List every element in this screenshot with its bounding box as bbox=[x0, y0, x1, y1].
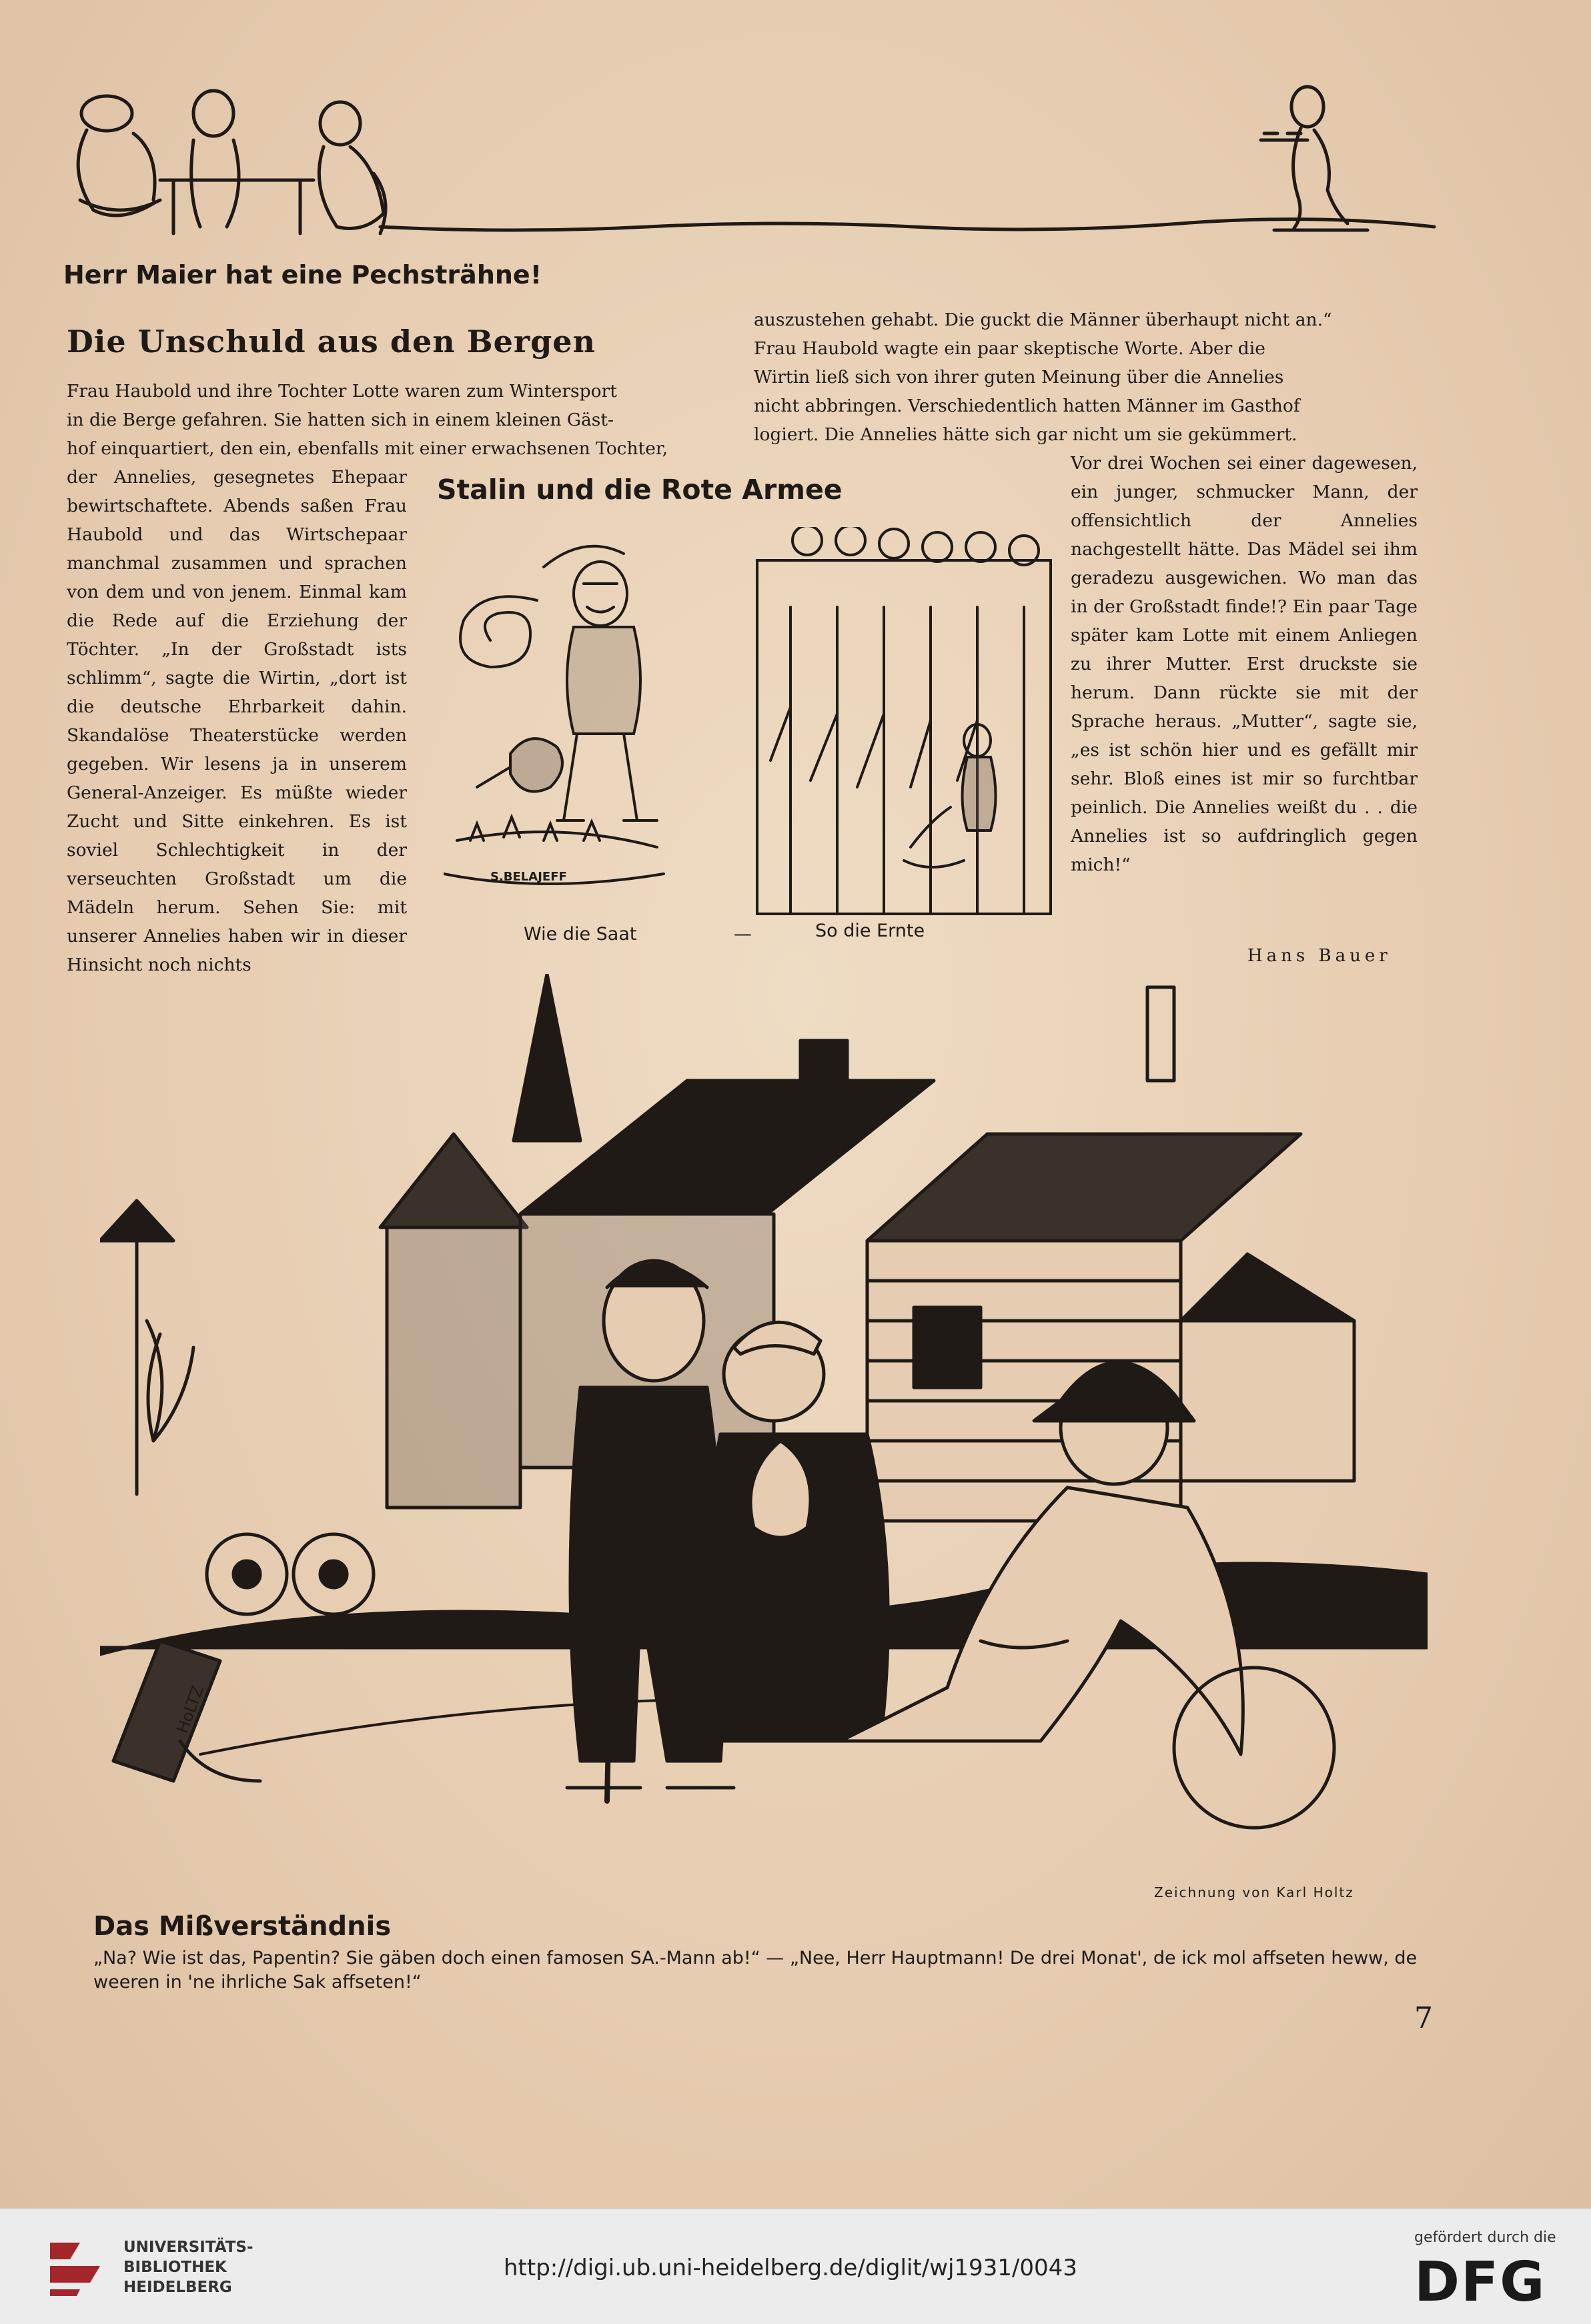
text-paragraph: der Annelies, gesegnetes Ehepaar bewirtschaftete. Abends saßen Frau Haubold und das Wirtschepaar manchmal zusammen und sprachen von dem und von jenem. Einmal kam die Rede auf die Erziehung der Töchter. „In der Großstadt ists schlimm“, sagte die Wirtin, „dort ist die deutsche Ehrbarkeit dahin. Skandalöse Theaterstücke werden gegeben. Wir lesens ja in unserem General-Anzeiger. Es müßte wieder Zucht und Sitte einkehren. Es ist soviel Schlechtigkeit in der verseuchten Großstadt um die Mädeln herum. Sehen Sie: mit unserer Annelies haben wir in dieser Hinsicht noch nichts bbox=[67, 467, 407, 975]
story-title: Die Unschuld aus den Bergen bbox=[67, 324, 596, 360]
story-col2-body bbox=[1071, 449, 1418, 879]
permalink-url[interactable]: http://digi.ub.uni-heidelberg.de/diglit/wj1931/0043 bbox=[504, 2255, 1077, 2281]
story-author: Hans Bauer bbox=[1247, 946, 1392, 966]
text-line: nicht abbringen. Verschiedentlich hatten Männer im Gasthof bbox=[754, 396, 1300, 416]
story-col2-intro bbox=[754, 306, 1421, 449]
small-cartoon-caption-left: Wie die Saat bbox=[524, 924, 637, 945]
stalin-cartoon-illustration bbox=[444, 527, 1057, 927]
funding-label: gefördert durch die bbox=[1414, 2229, 1556, 2246]
text-line: in die Berge gefahren. Sie hatten sich in einem kleinen Gäst- bbox=[67, 410, 614, 430]
text-line: Frau Haubold und ihre Tochter Lotte waren zum Wintersport bbox=[67, 381, 617, 402]
cartoon-signature: S.BELAJEFF bbox=[490, 870, 567, 884]
header-vignette-illustration bbox=[60, 67, 1441, 240]
text-line: Frau Haubold wagte ein paar skeptische Worte. Aber die bbox=[754, 338, 1265, 359]
text-line: logiert. Die Annelies hätte sich gar nicht um sie gekümmert. bbox=[754, 424, 1297, 445]
text-paragraph: Vor drei Wochen sei einer dagewesen, ein junger, schmucker Mann, der offensichtlich der Annelies nachgestellt hätte. Das Mädel sei ihm geradezu ausgewichen. Wo man das in der Großstadt finde!? Ein paar Tage später kam Lotte mit einem Anliegen zu ihrer Mutter. Erst druckste sie herum. Dann rückte sie mit der Sprache heraus. „Mutter“, sagte sie, „es ist schön hier und es gefällt mir sehr. Bloß eines ist mir so furchtbar peinlich. Die Annelies weißt du . . die Annelies ist so aufdringlich gegen mich!“ bbox=[1071, 453, 1418, 875]
dfg-logo: DFG bbox=[1414, 2251, 1546, 2314]
library-name-line: UNIVERSITÄTS- bbox=[123, 2239, 253, 2256]
village-cartoon-illustration bbox=[100, 974, 1428, 1888]
text-line: auszustehen gehabt. Die guckt die Männer überhaupt nicht an.“ bbox=[754, 310, 1332, 330]
headline: Herr Maier hat eine Pechsträhne! bbox=[63, 260, 542, 289]
digitization-footer bbox=[0, 2208, 1591, 2324]
cartoon-caption-title: Das Mißverständnis bbox=[93, 1911, 392, 1942]
page-number: 7 bbox=[1414, 2001, 1433, 2035]
small-cartoon-caption-dash: — bbox=[734, 924, 752, 945]
story-col1-intro bbox=[67, 377, 734, 463]
cartoon-caption-text: „Na? Wie ist das, Papentin? Sie gäben doch einen famosen SA.-Mann ab!“ — „Nee, Herr Hauptmann! De drei Monat', de ick mol affseten heww, de weeren in 'ne ihrliche Sak affseten!“ bbox=[93, 1948, 1418, 1992]
library-logo-icon bbox=[40, 2236, 113, 2299]
text-line: hof einquartiert, den ein, ebenfalls mit einer erwachsenen Tochter, bbox=[67, 438, 668, 459]
library-name bbox=[123, 2237, 253, 2297]
small-cartoon-title: Stalin und die Rote Armee bbox=[437, 474, 843, 506]
svg-text:HoLTZ: HoLTZ bbox=[173, 1683, 207, 1736]
illustration-credit: Zeichnung von Karl Holtz bbox=[1154, 1884, 1354, 1900]
library-name-line: BIBLIOTHEK bbox=[123, 2259, 227, 2276]
small-cartoon-caption-right: So die Ernte bbox=[815, 921, 925, 941]
story-col1-body bbox=[67, 463, 407, 979]
library-name-line: HEIDELBERG bbox=[123, 2279, 232, 2296]
text-line: Wirtin ließ sich von ihrer guten Meinung über die Annelies bbox=[754, 367, 1284, 388]
